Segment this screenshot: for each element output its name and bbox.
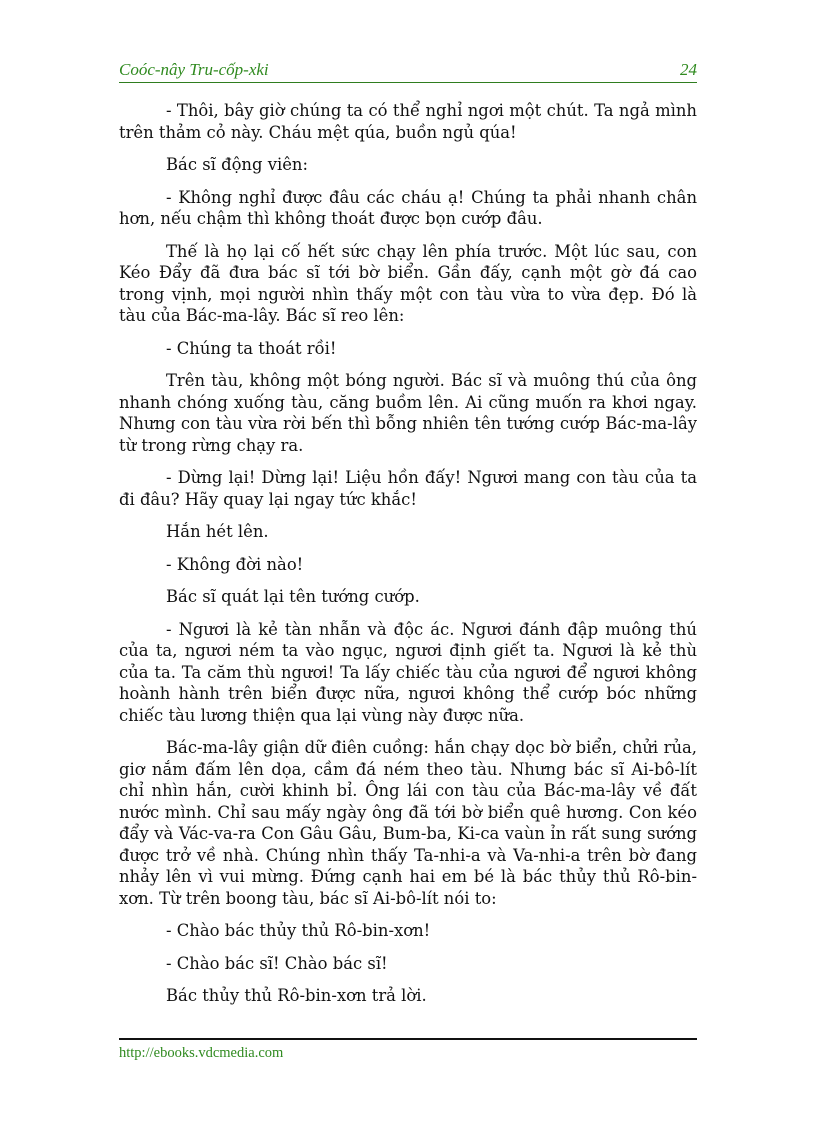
paragraph: - Không nghỉ được đâu các cháu ạ! Chúng ta phải nhanh chân hơn, nếu chậm thì không thoát được bọn cướp đâu. <box>119 187 697 228</box>
running-header <box>119 60 697 83</box>
body-text <box>119 100 697 1018</box>
paragraph: Bác sĩ động viên: <box>166 155 308 174</box>
paragraph: Bác thủy thủ Rô-bin-xơn trả lời. <box>166 986 427 1005</box>
paragraph: - Không đời nào! <box>166 554 304 574</box>
paragraph: - Chào bác sĩ! Chào bác sĩ! <box>166 953 388 973</box>
page-number: 24 <box>680 60 697 79</box>
header-title: Coóc-nây Tru-cốp-xki <box>119 60 269 79</box>
footer-divider <box>119 1038 697 1040</box>
paragraph: Bác-ma-lây giận dữ điên cuồng: hắn chạy dọc bờ biển, chửi rủa, giơ nắm đấm lên dọa, cầm đá ném theo tàu. Nhưng bác sĩ Ai-bô-lít chỉ nhìn hắn, cười khinh bỉ. Ông lái con tàu của Bác-ma-lây về đất nước mình. Chỉ sau mấy ngày ông đã tới bờ biển quê hương. Con kéo đẩy và Vác-va-ra Con Gâu Gâu, Bum-ba, Ki-ca vaùn ỉn rất sung sướng được trở về nhà. Chúng nhìn thấy Ta-nhi-a và Va-nhi-a trên bờ đang nhảy lên vì vui mừng. Đứng cạnh hai em bé là bác thủy thủ Rô-bin-xơn. Từ trên boong tàu, bác sĩ Ai-bô-lít nói to: <box>119 738 697 908</box>
paragraph: Trên tàu, không một bóng người. Bác sĩ và muông thú của ông nhanh chóng xuống tàu, căng buồm lên. Ai cũng muốn ra khơi ngay. Nhưng con tàu vừa rời bến thì bỗng nhiên tên tướng cướp Bác-ma-lây từ trong rừng chạy ra. <box>119 371 697 455</box>
paragraph: Hắn hét lên. <box>166 522 269 541</box>
paragraph: Bác sĩ quát lại tên tướng cướp. <box>166 587 420 606</box>
paragraph: - Thôi, bây giờ chúng ta có thể nghỉ ngơi một chút. Ta ngả mình trên thảm cỏ này. Cháu mệt qúa, buồn ngủ qúa! <box>119 101 697 142</box>
paragraph: - Ngươi là kẻ tàn nhẫn và độc ác. Ngươi đánh đập muông thú của ta, ngươi ném ta vào ngục, ngươi định giết ta. Ngươi là kẻ thù của ta. Ta căm thù ngươi! Ta lấy chiếc tàu của ngươi để ngươi không hoành hành trên biển được nữa, ngươi không thể cướp bóc những chiếc tàu lương thiện qua lại vùng này được nữa. <box>119 619 697 725</box>
paragraph: - Chúng ta thoát rồi! <box>166 338 337 358</box>
paragraph: - Chào bác thủy thủ Rô-bin-xơn! <box>166 921 431 940</box>
paragraph: Thế là họ lại cố hết sức chạy lên phía trước. Một lúc sau, con Kéo Đẩy đã đưa bác sĩ tới bờ biển. Gần đấy, cạnh một gờ đá cao trong vịnh, mọi người nhìn thấy một con tàu vừa to vừa đẹp. Đó là tàu của Bác-ma-lây. Bác sĩ reo lên: <box>119 241 697 325</box>
footer-url-link[interactable]: http://ebooks.vdcmedia.com <box>119 1045 284 1061</box>
paragraph: - Dừng lại! Dừng lại! Liệu hồn đấy! Ngươi mang con tàu của ta đi đâu? Hãy quay lại ngay tức khắc! <box>119 468 697 509</box>
